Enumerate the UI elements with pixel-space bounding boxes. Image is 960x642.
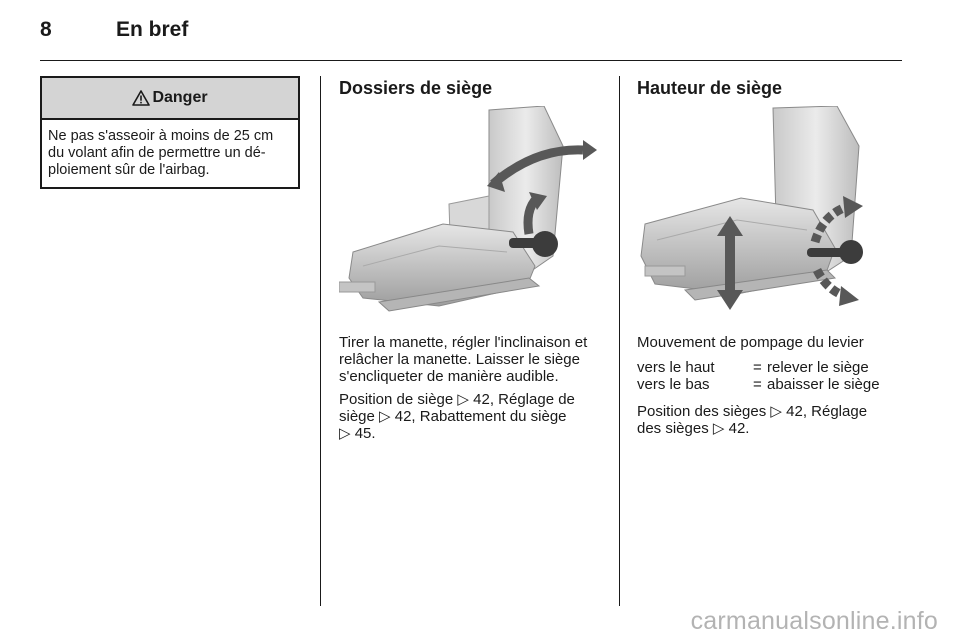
definition-table [637,359,880,393]
definition-value: relever le siège [767,359,869,376]
watermark: carmanualsonline.info [690,607,938,635]
definition-equals: = [753,376,762,393]
text-line: Tirer la manette, régler l'inclinaison et [339,334,588,351]
definition-row [637,376,880,393]
reference-text: Position de siège ▷ 42, Réglage de siège ▷ 42, Rabattement du siège ▷ 45. [339,391,575,442]
definition-row [637,359,880,376]
page-ref-icon[interactable]: ▷ [339,425,351,442]
intro-text: Mouvement de pompage du levier [637,334,864,351]
page-ref-icon[interactable]: ▷ [712,420,725,437]
danger-line: du volant afin de permettre un dé- [48,145,266,161]
page-ref-icon[interactable]: ▷ [770,403,782,420]
danger-heading: Danger [152,89,208,106]
text-line: relâcher la manette. Laisser le siège [339,351,580,368]
seat-height-illustration [637,106,901,316]
definition-term: vers le haut [637,359,715,376]
seat-backrest-illustration [339,106,603,316]
header-rule [40,60,902,61]
page-ref-icon[interactable]: ▷ [379,408,391,425]
reference-text: Position des sièges ▷ 42, Réglage des sièges ▷ 42. [637,403,868,437]
page-number: 8 [40,18,52,41]
danger-box [40,76,300,189]
instruction-text [339,334,614,385]
definition-term: vers le bas [637,376,710,393]
section-title-height: Hauteur de siège [637,78,783,98]
danger-line: Ne pas s'asseoir à moins de 25 cm [48,128,274,144]
definition-equals: = [753,359,762,376]
page-title: En bref [116,18,189,41]
column-divider [619,76,620,606]
section-title-backrest: Dossiers de siège [339,78,493,98]
danger-line: ploiement sûr de l'airbag. [48,162,210,178]
definition-value: abaisser le siège [767,376,880,393]
danger-header [42,78,298,120]
warning-triangle-icon [132,90,150,106]
danger-text [42,120,298,187]
text-line: s'encliqueter de manière audible. [339,368,559,385]
column-divider [320,76,321,606]
page-ref-icon[interactable]: ▷ [457,391,469,408]
